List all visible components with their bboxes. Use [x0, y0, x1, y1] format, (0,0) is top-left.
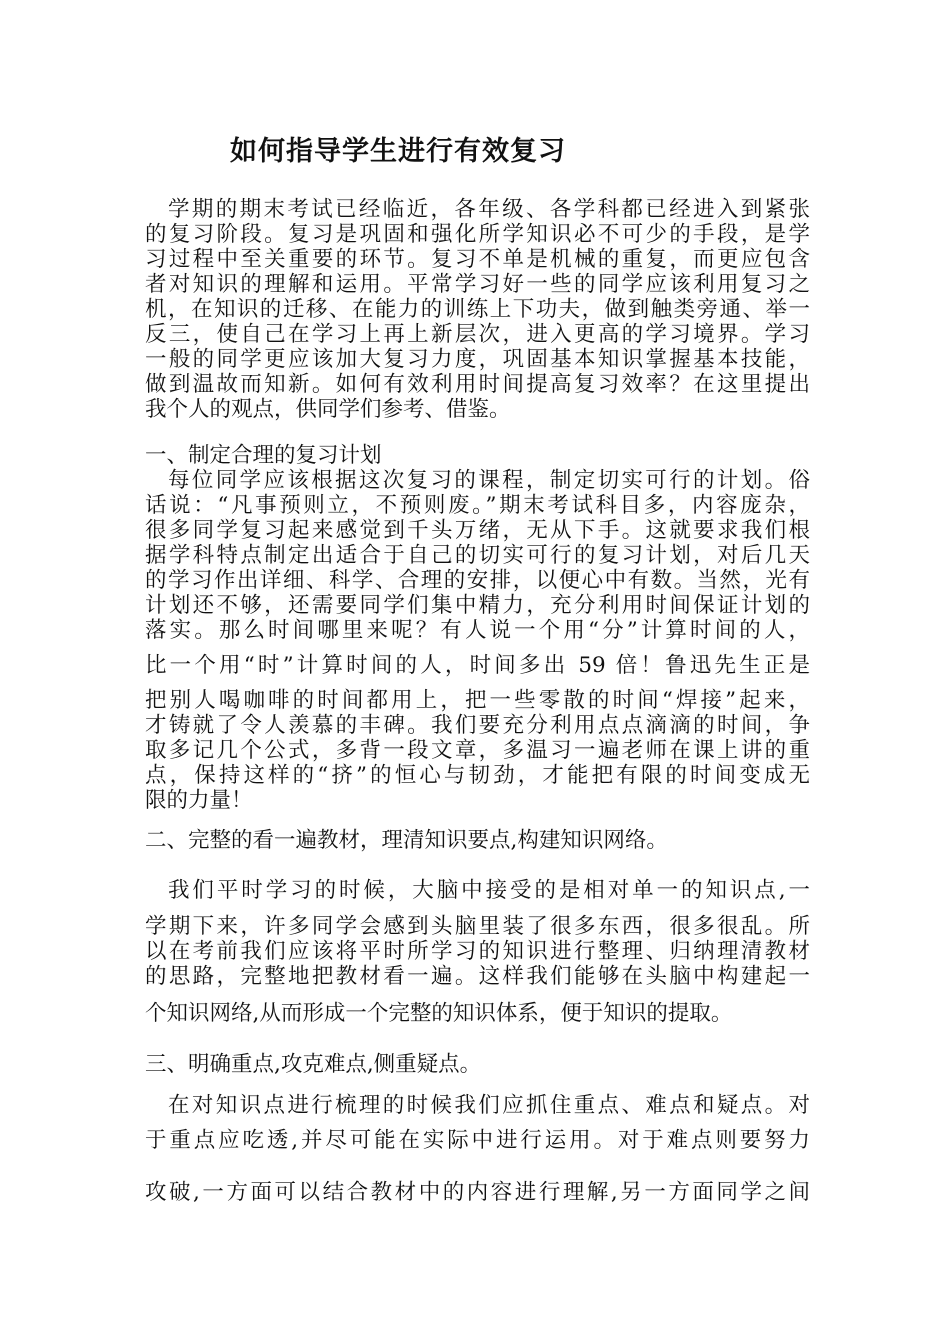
intro-line: 我个人的观点，供同学们参考、借鉴。 [145, 397, 511, 422]
section2-line: 个知识网络,从而形成一个完整的知识体系，便于知识的提取。 [145, 1001, 733, 1026]
intro-line: 做到温故而知新。如何有效利用时间提高复习效率？在这里提出 [145, 372, 810, 397]
section2-line: 学期下来，许多同学会感到头脑里装了很多东西，很多很乱。所 [145, 914, 810, 939]
section-heading: 三、明确重点,攻克难点,侧重疑点。 [145, 1052, 482, 1077]
section1-line: 限的力量！ [145, 788, 253, 813]
section2-line: 我们平时学习的时候，大脑中接受的是相对单一的知识点,一 [168, 878, 810, 903]
intro-line: 的复习阶段。复习是巩固和强化所学知识必不可少的手段，是学 [145, 222, 810, 247]
intro-line: 一般的同学更应该加大复习力度，巩固基本知识掌握基本技能， [145, 347, 810, 372]
section1-line: 点，保持这样的“挤”的恒心与韧劲，才能把有限的时间变成无 [145, 763, 810, 788]
intro-line: 学期的期末考试已经临近，各年级、各学科都已经进入到紧张 [168, 197, 810, 222]
section2-line: 以在考前我们应该将平时所学习的知识进行整理、归纳理清教材 [145, 939, 810, 964]
section1-line: 很多同学复习起来感觉到千头万绪，无从下手。这就要求我们根 [145, 518, 810, 543]
section2-line: 的思路，完整地把教材看一遍。这样我们能够在头脑中构建起一 [145, 964, 810, 989]
section1-line: 的学习作出详细、科学、合理的安排，以便心中有数。当然，光有 [145, 568, 810, 593]
section-heading: 二、完整的看一遍教材，理清知识要点,构建知识网络。 [145, 828, 668, 853]
intro-line: 者对知识的理解和运用。平常学习好一些的同学应该利用复习之 [145, 272, 810, 297]
section3-line: 攻破,一方面可以结合教材中的内容进行理解,另一方面同学之间 [145, 1180, 810, 1205]
section1-line: 把别人喝咖啡的时间都用上，把一些零散的时间“焊接”起来， [145, 688, 810, 713]
section1-line: 落实。那么时间哪里来呢？有人说一个用“分”计算时间的人， [145, 618, 810, 643]
section1-line: 比一个用“时”计算时间的人，时间多出 59 倍！鲁迅先生正是 [145, 653, 810, 678]
document-title: 如何指导学生进行有效复习 [230, 136, 566, 167]
section1-line: 据学科特点制定出适合于自己的切实可行的复习计划，对后几天 [145, 543, 810, 568]
section3-line: 在对知识点进行梳理的时候我们应抓住重点、难点和疑点。对 [168, 1093, 810, 1118]
section-heading: 一、制定合理的复习计划 [145, 443, 382, 468]
section1-line: 话说：“凡事预则立，不预则废。”期末考试科目多，内容庞杂， [145, 493, 810, 518]
section1-line: 计划还不够，还需要同学们集中精力，充分利用时间保证计划的 [145, 593, 810, 618]
intro-line: 反三，使自己在学习上再上新层次，进入更高的学习境界。学习 [145, 322, 810, 347]
section1-line: 每位同学应该根据这次复习的课程，制定切实可行的计划。俗 [168, 468, 810, 493]
intro-line: 习过程中至关重要的环节。复习不单是机械的重复，而更应包含 [145, 247, 810, 272]
section1-line: 取多记几个公式，多背一段文章，多温习一遍老师在课上讲的重 [145, 738, 810, 763]
section3-line: 于重点应吃透,并尽可能在实际中进行运用。对于难点则要努力 [145, 1128, 810, 1153]
section1-line: 才铸就了令人羡慕的丰碑。我们要充分利用点点滴滴的时间，争 [145, 713, 810, 738]
intro-line: 机，在知识的迁移、在能力的训练上下功夫，做到触类旁通、举一 [145, 297, 810, 322]
